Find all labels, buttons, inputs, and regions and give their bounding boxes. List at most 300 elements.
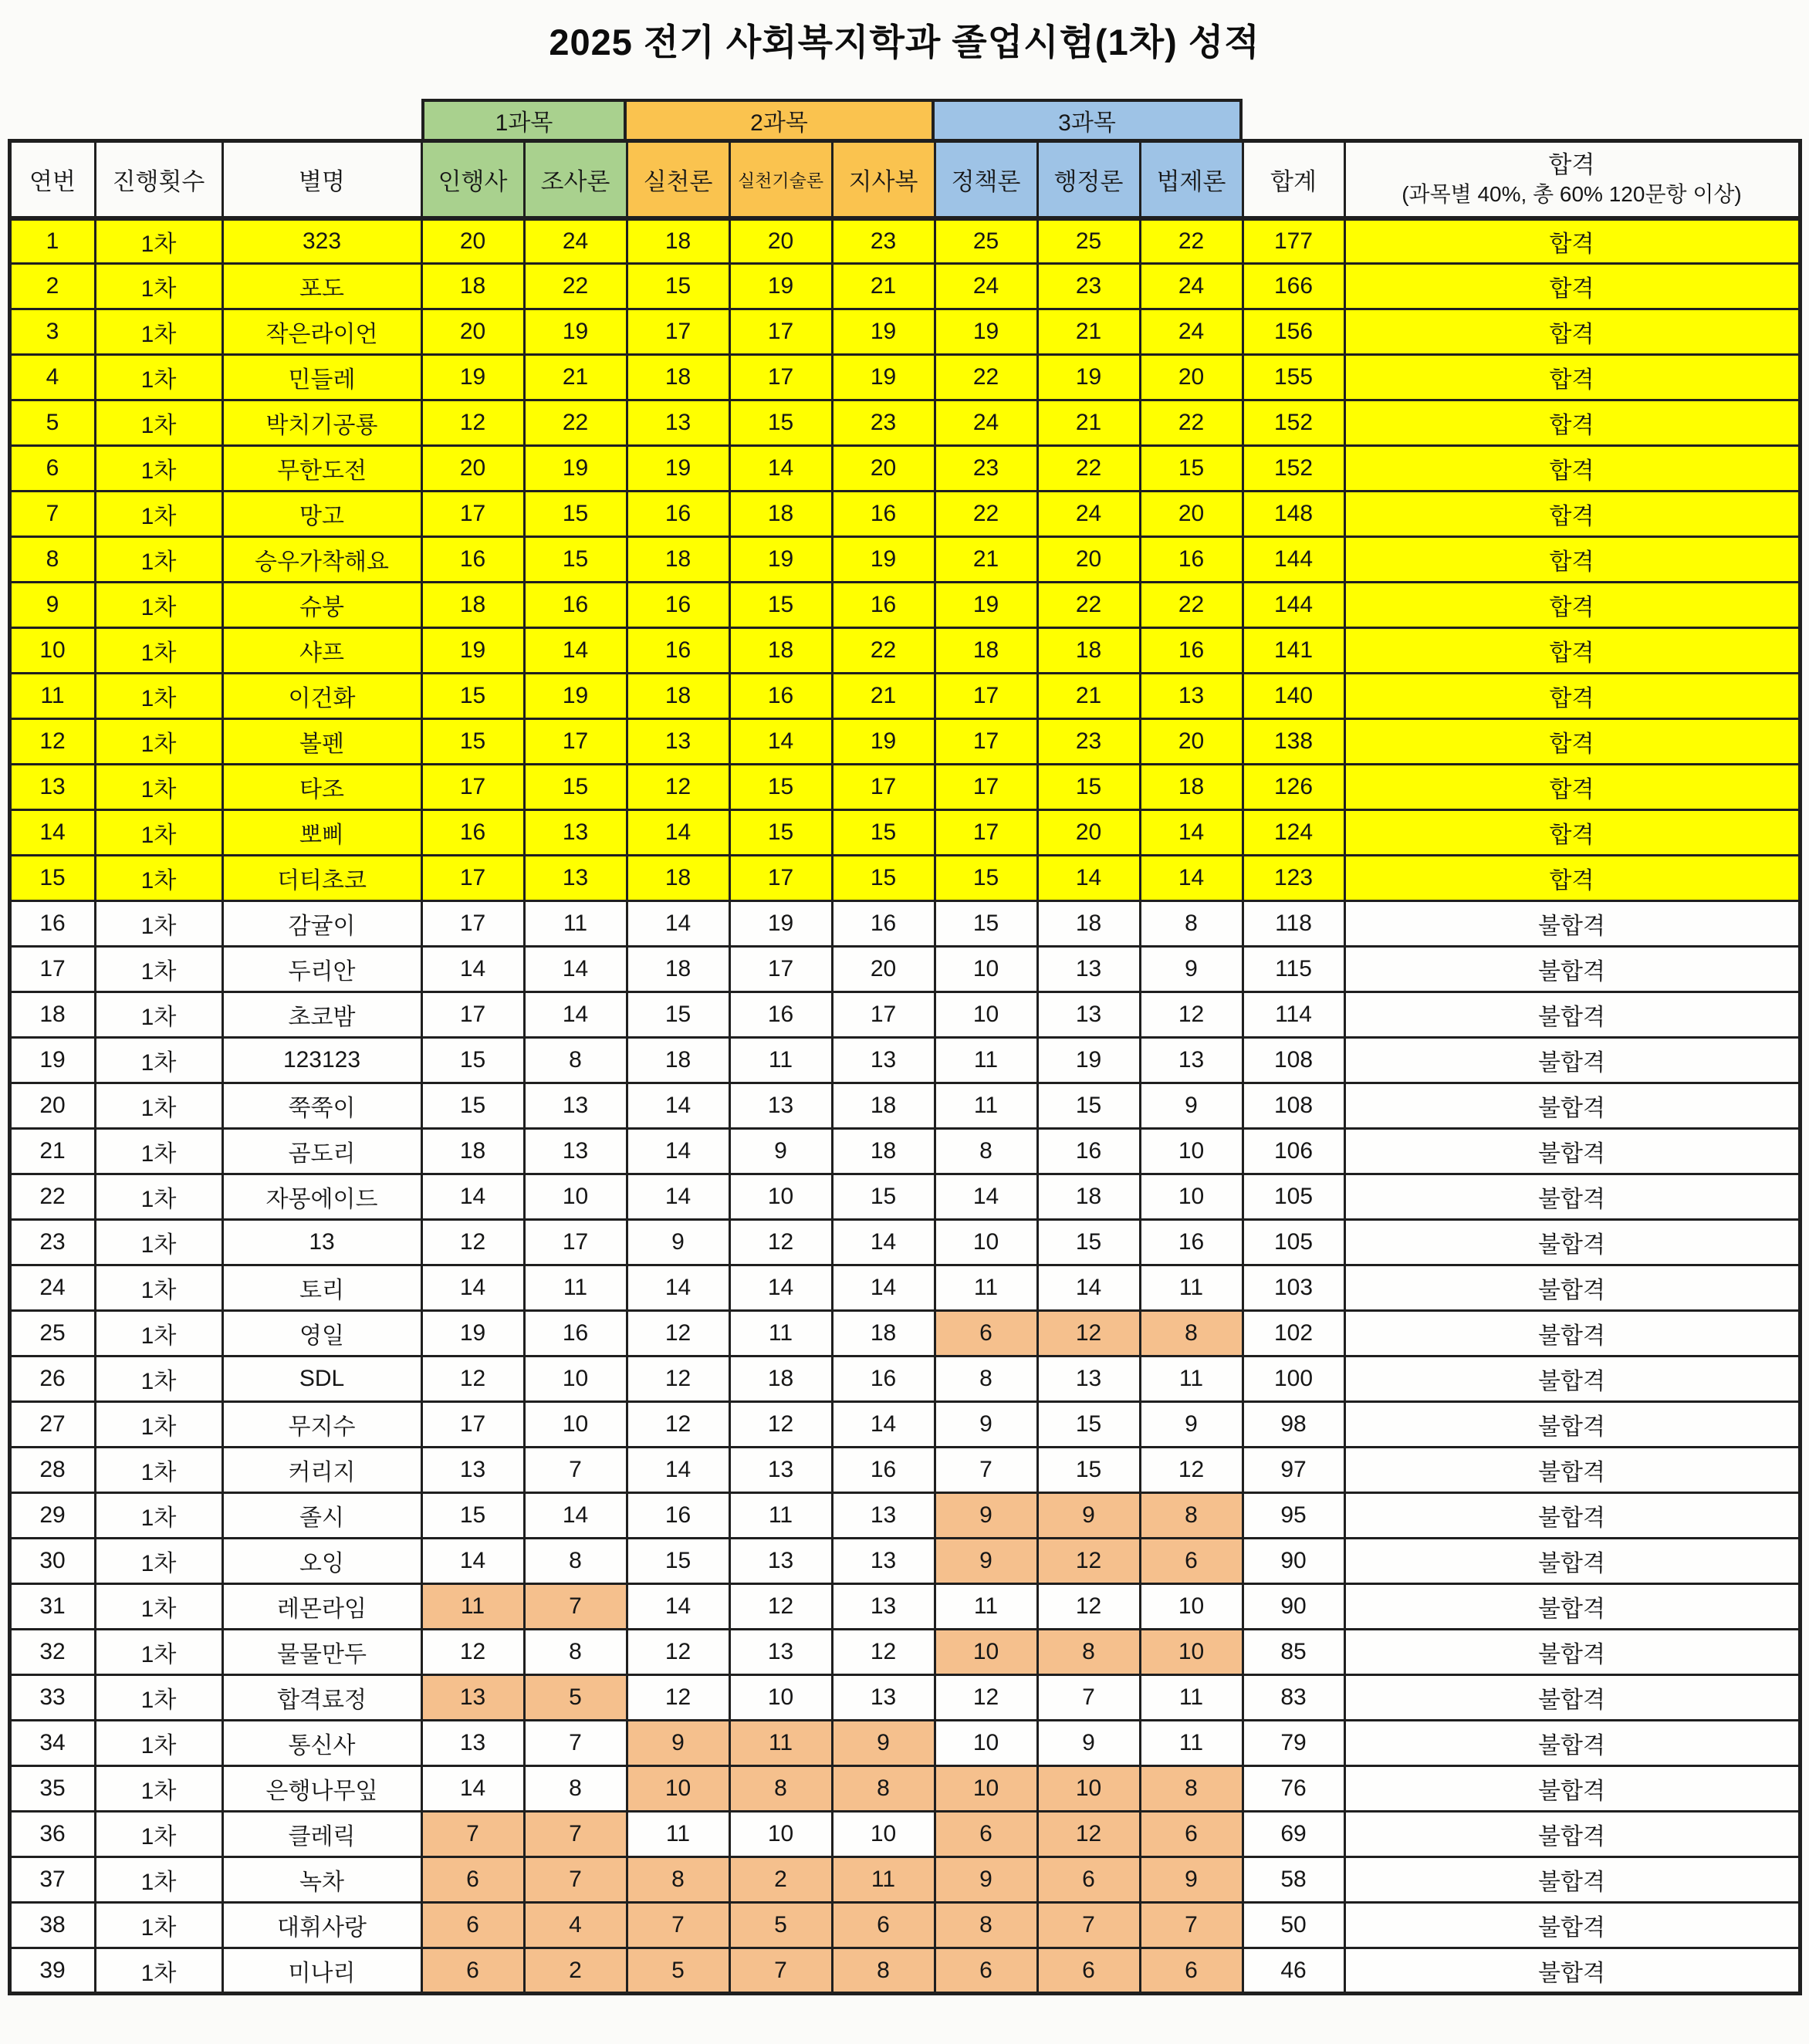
round-cell: 1차 <box>95 1812 222 1857</box>
score-cell: 8 <box>935 1356 1037 1402</box>
score-cell: 20 <box>832 446 935 492</box>
score-cell: 8 <box>832 1766 935 1812</box>
score-cell: 7 <box>524 1448 627 1493</box>
table-row <box>9 1174 1800 1220</box>
score-cell: 13 <box>832 1493 935 1539</box>
col-header-subj-b3: 지사복 <box>832 141 935 218</box>
table-row <box>9 901 1800 947</box>
total-cell: 69 <box>1243 1812 1344 1857</box>
score-cell: 8 <box>729 1766 832 1812</box>
score-cell: 12 <box>1037 1311 1140 1356</box>
table-row <box>9 1129 1800 1174</box>
score-cell: 19 <box>524 674 627 719</box>
column-header-row <box>9 141 1800 218</box>
table-row <box>9 1220 1800 1265</box>
serial-cell: 17 <box>9 947 95 992</box>
total-cell: 148 <box>1243 492 1344 537</box>
group-header-subject1: 1과목 <box>421 99 627 139</box>
round-cell: 1차 <box>95 1948 222 1994</box>
result-cell: 합격 <box>1344 446 1800 492</box>
score-cell: 15 <box>1037 765 1140 810</box>
score-cell: 16 <box>1140 1220 1243 1265</box>
score-cell: 21 <box>935 537 1037 583</box>
score-cell: 13 <box>1037 947 1140 992</box>
table-row <box>9 1356 1800 1402</box>
total-cell: 100 <box>1243 1356 1344 1402</box>
score-cell: 24 <box>1140 309 1243 355</box>
score-cell: 19 <box>524 309 627 355</box>
total-cell: 46 <box>1243 1948 1344 1994</box>
score-cell: 10 <box>729 1675 832 1721</box>
nickname-cell: 포도 <box>222 264 421 309</box>
group-header-subject3: 3과목 <box>935 99 1243 139</box>
score-cell: 18 <box>1037 628 1140 674</box>
round-cell: 1차 <box>95 992 222 1038</box>
serial-cell: 7 <box>9 492 95 537</box>
round-cell: 1차 <box>95 1857 222 1903</box>
score-cell: 13 <box>421 1675 524 1721</box>
score-cell: 18 <box>421 1129 524 1174</box>
score-cell: 18 <box>832 1129 935 1174</box>
score-cell: 12 <box>729 1584 832 1630</box>
score-cell: 19 <box>832 537 935 583</box>
round-cell: 1차 <box>95 446 222 492</box>
nickname-cell: 13 <box>222 1220 421 1265</box>
score-cell: 13 <box>1037 992 1140 1038</box>
score-cell: 23 <box>1037 264 1140 309</box>
nickname-cell: 박치기공룡 <box>222 400 421 446</box>
round-cell: 1차 <box>95 1721 222 1766</box>
serial-cell: 16 <box>9 901 95 947</box>
col-header-subj-c1: 정책론 <box>935 141 1037 218</box>
serial-cell: 1 <box>9 218 95 264</box>
score-cell: 21 <box>524 355 627 400</box>
score-cell: 12 <box>1140 992 1243 1038</box>
result-cell: 불합격 <box>1344 1265 1800 1311</box>
table-row <box>9 947 1800 992</box>
score-cell: 9 <box>935 1493 1037 1539</box>
score-cell: 18 <box>627 1038 729 1083</box>
round-cell: 1차 <box>95 1766 222 1812</box>
round-cell: 1차 <box>95 1083 222 1129</box>
score-cell: 7 <box>627 1903 729 1948</box>
score-cell: 14 <box>627 1448 729 1493</box>
total-cell: 90 <box>1243 1584 1344 1630</box>
col-header-round: 진행횟수 <box>95 141 222 218</box>
pass-header-title: 합격 <box>1548 151 1595 179</box>
round-cell: 1차 <box>95 400 222 446</box>
score-cell: 12 <box>421 1220 524 1265</box>
score-table <box>8 139 1802 1995</box>
score-cell: 10 <box>627 1766 729 1812</box>
score-cell: 14 <box>627 810 729 856</box>
score-cell: 12 <box>1037 1539 1140 1584</box>
group-header-subject2: 2과목 <box>627 99 935 139</box>
score-cell: 15 <box>729 583 832 628</box>
table-row <box>9 264 1800 309</box>
score-cell: 15 <box>729 765 832 810</box>
round-cell: 1차 <box>95 1311 222 1356</box>
nickname-cell: 감귤이 <box>222 901 421 947</box>
nickname-cell: 녹차 <box>222 1857 421 1903</box>
round-cell: 1차 <box>95 1356 222 1402</box>
score-cell: 15 <box>627 1539 729 1584</box>
score-cell: 16 <box>524 583 627 628</box>
round-cell: 1차 <box>95 628 222 674</box>
score-cell: 17 <box>729 309 832 355</box>
total-cell: 105 <box>1243 1174 1344 1220</box>
table-row <box>9 628 1800 674</box>
serial-cell: 30 <box>9 1539 95 1584</box>
score-cell: 17 <box>935 810 1037 856</box>
score-cell: 10 <box>1140 1584 1243 1630</box>
table-row <box>9 810 1800 856</box>
score-cell: 17 <box>421 492 524 537</box>
nickname-cell: 대휘사랑 <box>222 1903 421 1948</box>
col-header-serial: 연번 <box>9 141 95 218</box>
total-cell: 79 <box>1243 1721 1344 1766</box>
nickname-cell: 토리 <box>222 1265 421 1311</box>
score-cell: 18 <box>1140 765 1243 810</box>
round-cell: 1차 <box>95 947 222 992</box>
score-cell: 19 <box>832 355 935 400</box>
score-cell: 19 <box>935 583 1037 628</box>
round-cell: 1차 <box>95 1675 222 1721</box>
score-cell: 13 <box>524 856 627 901</box>
result-cell: 합격 <box>1344 309 1800 355</box>
score-cell: 12 <box>627 1402 729 1448</box>
score-cell: 14 <box>1037 1265 1140 1311</box>
col-header-nickname: 별명 <box>222 141 421 218</box>
score-cell: 13 <box>627 719 729 765</box>
score-cell: 12 <box>1140 1448 1243 1493</box>
score-cell: 10 <box>524 1356 627 1402</box>
score-cell: 11 <box>729 1038 832 1083</box>
score-cell: 12 <box>832 1630 935 1675</box>
serial-cell: 3 <box>9 309 95 355</box>
score-cell: 24 <box>935 264 1037 309</box>
table-row <box>9 1584 1800 1630</box>
result-cell: 합격 <box>1344 400 1800 446</box>
score-cell: 19 <box>832 309 935 355</box>
nickname-cell: 오잉 <box>222 1539 421 1584</box>
score-cell: 5 <box>729 1903 832 1948</box>
table-row <box>9 992 1800 1038</box>
score-cell: 18 <box>627 856 729 901</box>
round-cell: 1차 <box>95 856 222 901</box>
score-cell: 8 <box>935 1903 1037 1948</box>
score-cell: 7 <box>729 1948 832 1994</box>
total-cell: 152 <box>1243 446 1344 492</box>
round-cell: 1차 <box>95 674 222 719</box>
score-cell: 17 <box>935 674 1037 719</box>
score-cell: 16 <box>627 1493 729 1539</box>
score-cell: 12 <box>421 1356 524 1402</box>
score-cell: 8 <box>1140 1766 1243 1812</box>
score-cell: 22 <box>524 400 627 446</box>
score-cell: 11 <box>524 901 627 947</box>
score-cell: 15 <box>729 400 832 446</box>
score-cell: 6 <box>935 1812 1037 1857</box>
table-row <box>9 1675 1800 1721</box>
score-cell: 7 <box>524 1812 627 1857</box>
score-cell: 9 <box>832 1721 935 1766</box>
score-cell: 11 <box>627 1812 729 1857</box>
round-cell: 1차 <box>95 218 222 264</box>
score-cell: 16 <box>1140 537 1243 583</box>
score-cell: 7 <box>935 1448 1037 1493</box>
serial-cell: 4 <box>9 355 95 400</box>
serial-cell: 25 <box>9 1311 95 1356</box>
score-cell: 9 <box>627 1721 729 1766</box>
score-cell: 12 <box>935 1675 1037 1721</box>
table-row <box>9 1721 1800 1766</box>
table-row <box>9 1083 1800 1129</box>
result-cell: 불합격 <box>1344 1539 1800 1584</box>
score-cell: 13 <box>832 1584 935 1630</box>
score-cell: 11 <box>1140 1721 1243 1766</box>
nickname-cell: 슈붕 <box>222 583 421 628</box>
round-cell: 1차 <box>95 1402 222 1448</box>
table-row <box>9 1948 1800 1994</box>
score-cell: 19 <box>935 309 1037 355</box>
score-cell: 10 <box>1140 1630 1243 1675</box>
score-cell: 14 <box>1140 810 1243 856</box>
score-cell: 10 <box>1037 1766 1140 1812</box>
score-cell: 10 <box>935 1721 1037 1766</box>
table-row <box>9 856 1800 901</box>
round-cell: 1차 <box>95 1539 222 1584</box>
score-cell: 18 <box>832 1311 935 1356</box>
table-row <box>9 446 1800 492</box>
round-cell: 1차 <box>95 583 222 628</box>
score-cell: 14 <box>729 446 832 492</box>
round-cell: 1차 <box>95 1493 222 1539</box>
total-cell: 138 <box>1243 719 1344 765</box>
score-cell: 8 <box>1140 901 1243 947</box>
score-cell: 9 <box>1037 1721 1140 1766</box>
serial-cell: 13 <box>9 765 95 810</box>
serial-cell: 28 <box>9 1448 95 1493</box>
score-cell: 10 <box>524 1402 627 1448</box>
score-cell: 13 <box>832 1539 935 1584</box>
score-cell: 21 <box>832 674 935 719</box>
score-cell: 9 <box>627 1220 729 1265</box>
serial-cell: 2 <box>9 264 95 309</box>
score-cell: 21 <box>1037 674 1140 719</box>
score-cell: 18 <box>627 947 729 992</box>
serial-cell: 8 <box>9 537 95 583</box>
result-cell: 합격 <box>1344 628 1800 674</box>
serial-cell: 23 <box>9 1220 95 1265</box>
round-cell: 1차 <box>95 1129 222 1174</box>
score-cell: 5 <box>524 1675 627 1721</box>
score-cell: 7 <box>1037 1903 1140 1948</box>
score-cell: 14 <box>524 947 627 992</box>
serial-cell: 33 <box>9 1675 95 1721</box>
serial-cell: 20 <box>9 1083 95 1129</box>
nickname-cell: 합격료정 <box>222 1675 421 1721</box>
score-cell: 19 <box>421 1311 524 1356</box>
score-cell: 22 <box>1037 583 1140 628</box>
total-cell: 83 <box>1243 1675 1344 1721</box>
total-cell: 102 <box>1243 1311 1344 1356</box>
serial-cell: 22 <box>9 1174 95 1220</box>
table-row <box>9 1812 1800 1857</box>
score-cell: 7 <box>524 1584 627 1630</box>
score-cell: 6 <box>832 1903 935 1948</box>
total-cell: 105 <box>1243 1220 1344 1265</box>
score-cell: 15 <box>832 810 935 856</box>
table-row <box>9 1448 1800 1493</box>
score-cell: 17 <box>729 947 832 992</box>
nickname-cell: 졸시 <box>222 1493 421 1539</box>
result-cell: 불합격 <box>1344 1630 1800 1675</box>
total-cell: 141 <box>1243 628 1344 674</box>
score-cell: 21 <box>1037 400 1140 446</box>
nickname-cell: 두리안 <box>222 947 421 992</box>
round-cell: 1차 <box>95 1174 222 1220</box>
score-cell: 11 <box>729 1721 832 1766</box>
result-cell: 합격 <box>1344 355 1800 400</box>
total-cell: 144 <box>1243 583 1344 628</box>
score-cell: 12 <box>729 1220 832 1265</box>
score-cell: 13 <box>627 400 729 446</box>
score-cell: 12 <box>1037 1584 1140 1630</box>
round-cell: 1차 <box>95 810 222 856</box>
score-cell: 19 <box>729 264 832 309</box>
table-row <box>9 719 1800 765</box>
round-cell: 1차 <box>95 1903 222 1948</box>
result-cell: 불합격 <box>1344 1493 1800 1539</box>
score-cell: 17 <box>935 719 1037 765</box>
score-cell: 14 <box>627 1174 729 1220</box>
score-cell: 23 <box>935 446 1037 492</box>
nickname-cell: 레몬라임 <box>222 1584 421 1630</box>
score-cell: 22 <box>1140 583 1243 628</box>
score-cell: 12 <box>627 1311 729 1356</box>
result-cell: 불합격 <box>1344 1812 1800 1857</box>
score-cell: 12 <box>1037 1812 1140 1857</box>
nickname-cell: 커리지 <box>222 1448 421 1493</box>
total-cell: 177 <box>1243 218 1344 264</box>
score-cell: 19 <box>1037 355 1140 400</box>
nickname-cell: 이건화 <box>222 674 421 719</box>
score-cell: 10 <box>1140 1129 1243 1174</box>
result-cell: 불합격 <box>1344 1903 1800 1948</box>
score-cell: 19 <box>729 901 832 947</box>
score-cell: 11 <box>935 1584 1037 1630</box>
nickname-cell: 초코밤 <box>222 992 421 1038</box>
col-header-total: 합계 <box>1243 141 1344 218</box>
result-cell: 합격 <box>1344 264 1800 309</box>
score-cell: 12 <box>627 765 729 810</box>
score-cell: 22 <box>1037 446 1140 492</box>
score-cell: 7 <box>524 1721 627 1766</box>
score-cell: 21 <box>832 264 935 309</box>
total-cell: 108 <box>1243 1038 1344 1083</box>
total-cell: 152 <box>1243 400 1344 446</box>
score-cell: 16 <box>627 492 729 537</box>
score-cell: 9 <box>935 1857 1037 1903</box>
serial-cell: 11 <box>9 674 95 719</box>
total-cell: 108 <box>1243 1083 1344 1129</box>
score-cell: 17 <box>729 856 832 901</box>
total-cell: 90 <box>1243 1539 1344 1584</box>
score-cell: 10 <box>935 1220 1037 1265</box>
score-cell: 11 <box>832 1857 935 1903</box>
score-cell: 10 <box>935 947 1037 992</box>
score-cell: 8 <box>832 1948 935 1994</box>
score-cell: 18 <box>729 1356 832 1402</box>
score-cell: 20 <box>1140 492 1243 537</box>
table-row <box>9 1766 1800 1812</box>
score-cell: 17 <box>524 719 627 765</box>
table-row <box>9 1311 1800 1356</box>
score-cell: 9 <box>1140 947 1243 992</box>
serial-cell: 21 <box>9 1129 95 1174</box>
score-cell: 14 <box>627 1129 729 1174</box>
score-cell: 9 <box>1140 1857 1243 1903</box>
serial-cell: 36 <box>9 1812 95 1857</box>
score-cell: 10 <box>935 992 1037 1038</box>
round-cell: 1차 <box>95 1265 222 1311</box>
col-header-subj-b1: 실천론 <box>627 141 729 218</box>
result-cell: 불합격 <box>1344 947 1800 992</box>
score-cell: 15 <box>1037 1083 1140 1129</box>
nickname-cell: 승우가착해요 <box>222 537 421 583</box>
score-cell: 14 <box>627 1265 729 1311</box>
col-header-subj-a1: 인행사 <box>421 141 524 218</box>
round-cell: 1차 <box>95 1038 222 1083</box>
score-cell: 15 <box>1037 1220 1140 1265</box>
score-cell: 12 <box>729 1402 832 1448</box>
score-cell: 15 <box>627 992 729 1038</box>
score-cell: 12 <box>421 1630 524 1675</box>
serial-cell: 15 <box>9 856 95 901</box>
score-cell: 7 <box>1140 1903 1243 1948</box>
score-cell: 24 <box>935 400 1037 446</box>
result-cell: 불합격 <box>1344 1402 1800 1448</box>
nickname-cell: 쭉쭉이 <box>222 1083 421 1129</box>
score-cell: 5 <box>627 1948 729 1994</box>
score-cell: 14 <box>421 1539 524 1584</box>
total-cell: 58 <box>1243 1857 1344 1903</box>
score-cell: 6 <box>935 1311 1037 1356</box>
score-cell: 8 <box>935 1129 1037 1174</box>
serial-cell: 12 <box>9 719 95 765</box>
score-cell: 15 <box>1037 1448 1140 1493</box>
score-cell: 20 <box>421 218 524 264</box>
total-cell: 144 <box>1243 537 1344 583</box>
score-table-body <box>9 218 1800 1994</box>
score-cell: 8 <box>524 1539 627 1584</box>
total-cell: 76 <box>1243 1766 1344 1812</box>
score-cell: 10 <box>1140 1174 1243 1220</box>
score-cell: 17 <box>627 309 729 355</box>
score-cell: 14 <box>729 719 832 765</box>
score-cell: 17 <box>421 901 524 947</box>
score-cell: 20 <box>1037 810 1140 856</box>
nickname-cell: 323 <box>222 218 421 264</box>
nickname-cell: 타조 <box>222 765 421 810</box>
score-cell: 13 <box>832 1675 935 1721</box>
score-cell: 6 <box>421 1903 524 1948</box>
total-cell: 166 <box>1243 264 1344 309</box>
score-cell: 6 <box>1140 1948 1243 1994</box>
round-cell: 1차 <box>95 309 222 355</box>
nickname-cell: 볼펜 <box>222 719 421 765</box>
